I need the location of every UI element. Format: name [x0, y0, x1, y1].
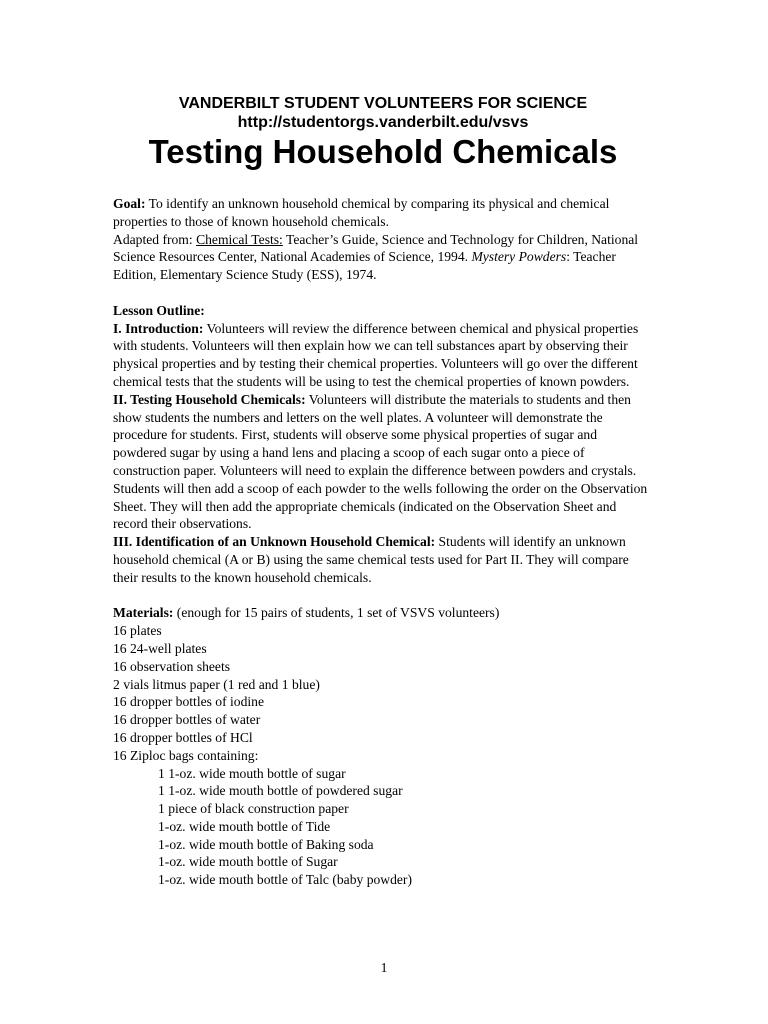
list-item: 16 24-well plates	[113, 640, 207, 656]
adapted-source2: Mystery Powders	[471, 249, 567, 265]
adapted-source2-rest: : Teacher Edition, Elementary Science Study (ESS), 1974.	[113, 249, 616, 283]
ziploc-contents-list	[113, 765, 653, 890]
materials-note: (enough for 15 pairs of students, 1 set of VSVS volunteers)	[173, 605, 500, 621]
list-item: 16 dropper bottles of HCl	[113, 729, 253, 745]
list-item: 1 1-oz. wide mouth bottle of powdered sugar	[158, 783, 403, 799]
list-item: 1-oz. wide mouth bottle of Sugar	[158, 854, 338, 870]
list-item: 16 plates	[113, 623, 162, 639]
outline-testing-label: II. Testing Household Chemicals:	[113, 391, 306, 407]
list-item: 1 1-oz. wide mouth bottle of sugar	[158, 765, 346, 781]
list-item: 16 dropper bottles of water	[113, 712, 261, 728]
page-number: 1	[380, 960, 388, 975]
adapted-prefix: Adapted from:	[113, 231, 197, 247]
outline-intro	[113, 320, 653, 391]
list-item: 16 observation sheets	[113, 658, 231, 674]
outline-identification-text: Students will identify an unknown household chemical (A or B) using the same chemical tests used for Part II. They will compare their results to the known household chemicals.	[113, 534, 629, 585]
outline-heading: Lesson Outline:	[113, 302, 205, 318]
outline-testing-text: Volunteers will distribute the materials to students and then show students the numbers and letters on the well plates. A volunteer will demonstrate the procedure for students. First, students will observe some physical properties of sugar and powdered sugar by using a hand lens and placing a scoop of each sugar onto a piece of construction paper. Volunteers will need to explain the difference between powders and crystals. Students will then add a scoop of each powder to the wells following the order on the Observation Sheet. They will then add the appropriate chemicals (indicated on the Observation Sheet and record their observations.	[113, 391, 648, 532]
list-item: 2 vials litmus paper (1 red and 1 blue)	[113, 676, 320, 692]
outline-identification	[113, 533, 653, 586]
list-item: 16 Ziploc bags containing:	[113, 747, 259, 763]
list-item: 1-oz. wide mouth bottle of Tide	[158, 818, 331, 834]
outline-intro-text: Volunteers will review the difference between chemical and physical properties with students. Volunteers will then explain how we can tell substances apart by observing their physical properties and by testing their chemical properties. Volunteers will go over the different chemical tests that the students will be using to test the chemical properties of known powders.	[113, 320, 639, 389]
outline-intro-label: I. Introduction:	[113, 320, 204, 336]
outline-section	[113, 320, 653, 587]
goal-text: To identify an unknown household chemical by comparing its physical and chemical properties to those of known household chemicals.	[113, 196, 610, 229]
org-name: VANDERBILT STUDENT VOLUNTEERS FOR SCIENCE	[178, 95, 588, 112]
adapted-paragraph	[113, 231, 653, 284]
page-title: Testing Household Chemicals	[148, 133, 618, 170]
materials-heading	[113, 604, 653, 622]
list-item: 1-oz. wide mouth bottle of Talc (baby powder)	[158, 872, 412, 888]
list-item: 1-oz. wide mouth bottle of Baking soda	[158, 836, 374, 852]
goal-section	[113, 195, 653, 284]
outline-testing	[113, 391, 653, 533]
list-item: 16 dropper bottles of iodine	[113, 694, 265, 710]
materials-list	[113, 622, 653, 764]
outline-identification-label: III. Identification of an Unknown Household Chemical:	[113, 534, 436, 550]
goal-paragraph	[113, 195, 653, 231]
materials-label: Materials:	[113, 605, 174, 621]
adapted-source1-rest: Teacher’s Guide, Science and Technology for Children, National Science Resources Center, National Academies of Science, 1994.	[113, 231, 639, 265]
goal-label: Goal:	[113, 196, 146, 211]
adapted-source1: Chemical Tests:	[196, 231, 283, 247]
org-url: http://studentorgs.vanderbilt.edu/vsvs	[237, 114, 529, 131]
list-item: 1 piece of black construction paper	[158, 801, 349, 817]
document-page	[113, 94, 653, 889]
materials-section	[113, 604, 653, 889]
